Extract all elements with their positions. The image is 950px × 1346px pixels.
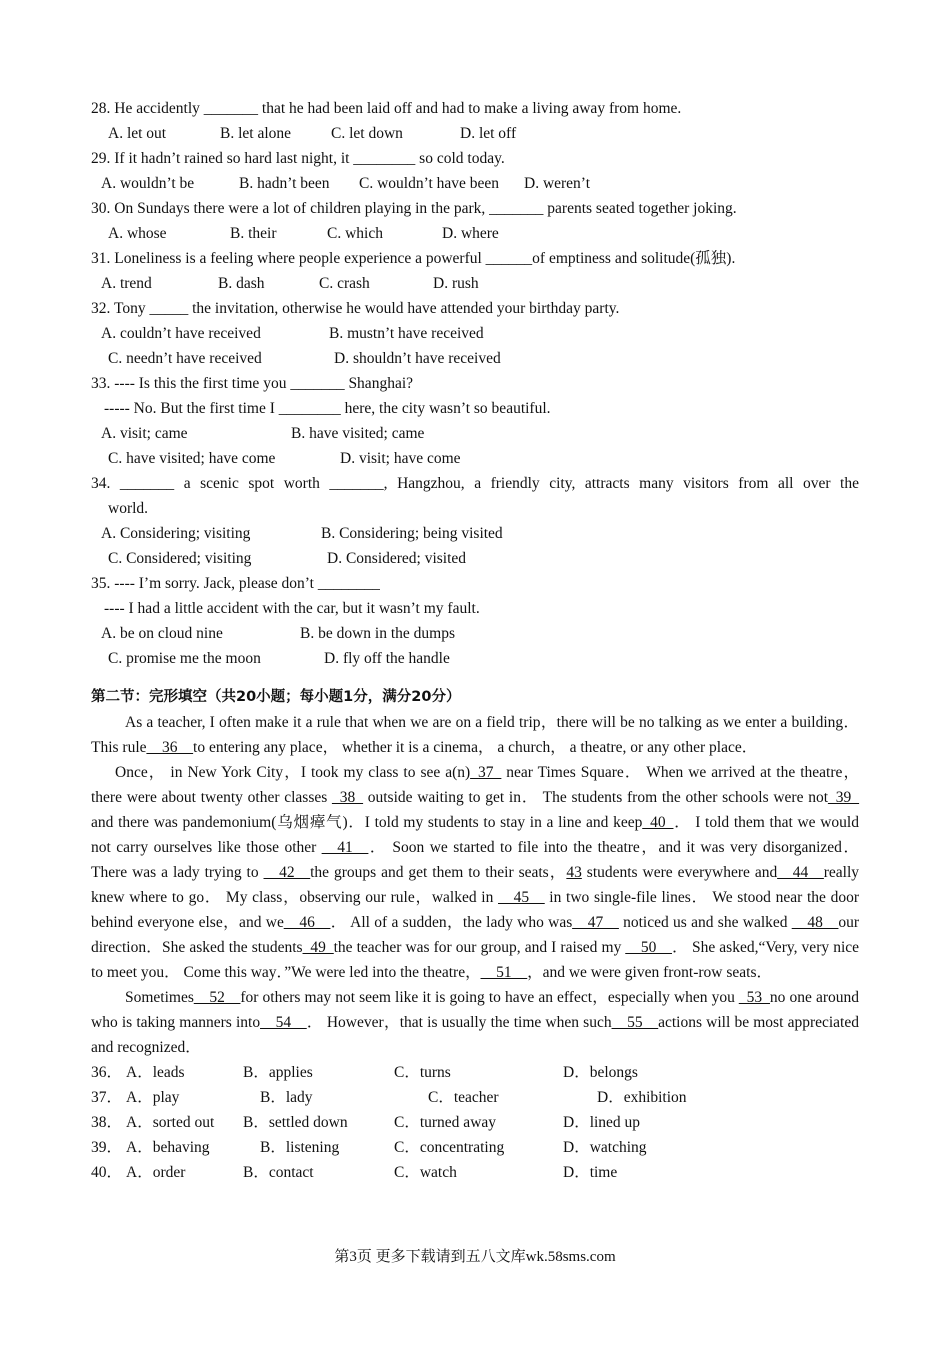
option: B. mustn’t have received [329, 325, 484, 342]
option-number: 36． [91, 1064, 123, 1081]
option: D. rush [433, 275, 479, 292]
option: B. their [230, 225, 277, 242]
option: D. fly off the handle [324, 650, 450, 667]
option: C．turns [394, 1064, 451, 1081]
question-28-stem: 28. He accidently _______ that he had been laid off and had to make a living away from home. [91, 100, 682, 117]
option: C. let down [331, 125, 403, 142]
question-31-stem: 31. Loneliness is a feeling where people experience a powerful ______of emptiness and solitude(孤独). [91, 250, 736, 267]
option: A. wouldn’t be [101, 175, 195, 192]
option: D. where [442, 225, 499, 242]
option: B. hadn’t been [239, 175, 330, 192]
option: D. visit; have come [340, 450, 461, 467]
option: C. Considered; visiting [108, 550, 252, 567]
option: D. weren’t [524, 175, 590, 192]
blank-52: __52__ [193, 989, 241, 1006]
cloze-options-36 [91, 1060, 859, 1085]
option: C. crash [319, 275, 370, 292]
question-33-options-row2 [91, 446, 859, 471]
option: D．time [563, 1164, 618, 1181]
blank-41: __41__ [321, 839, 369, 856]
question-34-options-row2 [91, 546, 859, 571]
blank-39: _39_ [828, 789, 859, 806]
blank-37: _37_ [470, 764, 502, 781]
cloze-paragraph-2: Once， in New York City，I took my class to see a(n)_37_ near Times Square． When we arrived at the theatre，there were about twenty other classes _38_ outside waiting to get in． The students from the other schools were not_39_ and there was pandemonium(乌烟瘴气)．I told my students to stay in a line and keep_40_． I told them that we would not carry ourselves like those other __41__． Soon we started to file into the theatre，and it was very disorganized． There was a lady trying to __42__the groups and get them to their seats，43 students were everywhere and__44__really knew where to go． My class，observing our rule，walked in __45__ in two single-file lines． We stood near the door behind everyone else，and we__46__． All of a sudden，the lady who was__47__ noticed us and she walked __48__our direction．She asked the students_49_the teacher was for our group, and I raised my __50__． She asked,“Very, very nice to meet you． Come this way．”We were led into the theatre，__51__，and we were given front-row seats． [91, 764, 860, 981]
cloze-options-38 [91, 1110, 859, 1135]
question-35-stem: 35. ---- I’m sorry. Jack, please don’t ________ [91, 575, 380, 592]
option: B．applies [243, 1064, 313, 1081]
cloze-options-37 [91, 1085, 859, 1110]
question-32-stem: 32. Tony _____ the invitation, otherwise he would have attended your birthday party. [91, 300, 620, 317]
cloze-options-40 [91, 1160, 859, 1185]
question-34-stem-cont: world. [108, 500, 149, 517]
question-29-stem: 29. If it hadn’t rained so hard last night, it ________ so cold today. [91, 150, 505, 167]
blank-51: __51__ [480, 964, 528, 981]
question-30-options [91, 221, 859, 246]
blank-47: __47__ [572, 914, 619, 931]
option: C．teacher [428, 1089, 499, 1106]
option: D．watching [563, 1139, 647, 1156]
option: A．order [126, 1164, 186, 1181]
blank-53: _53_ [738, 989, 770, 1006]
option: D．lined up [563, 1114, 641, 1131]
option: C. which [327, 225, 383, 242]
question-35-options-row2 [91, 646, 859, 671]
question-35-options-row1 [91, 621, 859, 646]
option: A．leads [126, 1064, 185, 1081]
question-33-reply: ----- No. But the first time I ________ here, the city wasn’t so beautiful. [104, 400, 551, 417]
option: D．exhibition [597, 1089, 687, 1106]
option: A. visit; came [101, 425, 188, 442]
option: A. trend [101, 275, 152, 292]
option: B. be down in the dumps [300, 625, 455, 642]
option: A. Considering; visiting [101, 525, 251, 542]
question-28-options [91, 121, 859, 146]
option: C．watch [394, 1164, 457, 1181]
option: C．concentrating [394, 1139, 505, 1156]
option: A．play [126, 1089, 180, 1106]
question-30-stem: 30. On Sundays there were a lot of children playing in the park, _______ parents seated together joking. [91, 200, 737, 217]
question-34-stem: 34. _______ a scenic spot worth _______, Hangzhou, a friendly city, attracts many visitors from all over the [91, 475, 859, 492]
blank-36: __36__ [146, 739, 194, 756]
cloze-paragraph-3: Sometimes__52__for others may not seem like it is going to have an effect，especially when you _53_no one around who is taking manners into__54__． However，that is usually the time when such__55__actions will be most appreciated and recognized． [91, 989, 859, 1056]
question-35-reply: ---- I had a little accident with the car, but it wasn’t my fault. [104, 600, 480, 617]
question-29-options [91, 171, 859, 196]
option: D. Considered; visited [327, 550, 467, 567]
option: A. be on cloud nine [101, 625, 223, 642]
question-32-options-row1 [91, 321, 859, 346]
option-number: 40． [91, 1164, 123, 1181]
option: D. shouldn’t have received [334, 350, 501, 367]
option: B. let alone [220, 125, 292, 142]
option: D．belongs [563, 1064, 638, 1081]
option: B. dash [218, 275, 265, 292]
blank-43: 43 [566, 864, 582, 881]
question-33-options-row1 [91, 421, 859, 446]
question-32-options-row2 [91, 346, 859, 371]
option: A．sorted out [126, 1114, 215, 1131]
option-number: 37． [91, 1089, 123, 1106]
option-number: 39． [91, 1139, 123, 1156]
option: C. have visited; have come [108, 450, 276, 467]
question-31-options [91, 271, 859, 296]
page-footer: 第3页 更多下载请到五八文库wk.58sms.com [334, 1249, 616, 1265]
section-heading: 第二节：完形填空（共20小题；每小题1分，满分20分） [91, 689, 461, 705]
option: B．lady [260, 1089, 313, 1106]
cloze-paragraph-1: As a teacher, I often make it a rule that when we are on a field trip，there will be no talking as we enter a building．This rule__36__to entering any place， whether it is a cinema， a church， a theatre, or any other place． [91, 714, 859, 756]
blank-40: _40_ [642, 814, 674, 831]
option: B．listening [260, 1139, 340, 1156]
blank-46: __46__ [283, 914, 331, 931]
cloze-options-39 [91, 1135, 859, 1160]
option: D. let off [460, 125, 517, 142]
option-number: 38． [91, 1114, 123, 1131]
option: B. have visited; came [291, 425, 425, 442]
blank-45: __45__ [498, 889, 545, 906]
option: B. Considering; being visited [321, 525, 503, 542]
blank-42: __42__ [263, 864, 311, 881]
option: A. let out [108, 125, 167, 142]
blank-44: __44__ [777, 864, 824, 881]
option: A．behaving [126, 1139, 210, 1156]
option: C. promise me the moon [108, 650, 261, 667]
option: C. wouldn’t have been [359, 175, 500, 192]
question-33-stem: 33. ---- Is this the first time you _______ Shanghai? [91, 375, 414, 392]
question-34-options-row1 [91, 521, 859, 546]
blank-54: __54__ [260, 1014, 307, 1031]
blank-38: _38_ [332, 789, 363, 806]
option: A. couldn’t have received [101, 325, 261, 342]
option: C. needn’t have received [108, 350, 262, 367]
blank-49: _49_ [302, 939, 334, 956]
option: C．turned away [394, 1114, 497, 1131]
blank-50: __50__ [625, 939, 672, 956]
option: B．contact [243, 1164, 314, 1181]
page-content [91, 96, 859, 1185]
option: B．settled down [243, 1114, 348, 1131]
blank-55: __55__ [611, 1014, 659, 1031]
blank-48: __48__ [791, 914, 839, 931]
option: A. whose [108, 225, 167, 242]
